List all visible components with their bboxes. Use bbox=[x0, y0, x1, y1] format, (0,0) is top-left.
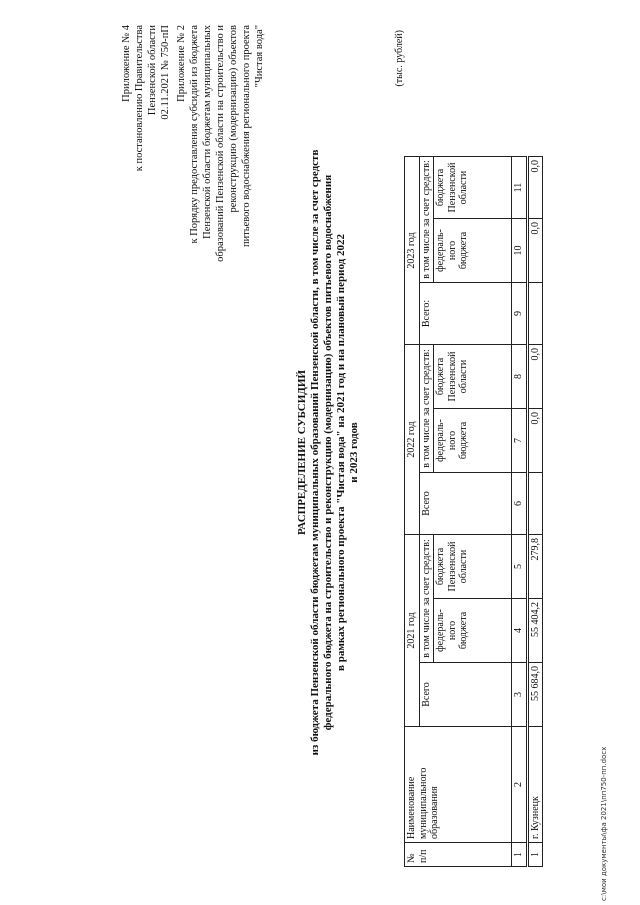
col-number: 10 bbox=[512, 219, 528, 283]
value-federal-2023: 0,0 bbox=[527, 219, 543, 283]
col-number: 9 bbox=[512, 283, 528, 345]
appendix-4-line: Приложение № 4 bbox=[121, 25, 132, 102]
header-year-2023: 2023 год bbox=[405, 157, 420, 345]
title-line: в рамках регионального проекта "Чистая вода" на 2021 год и на плановый период 2022 bbox=[335, 234, 347, 671]
header-num: № п/п bbox=[405, 843, 512, 867]
header-total-2021: Всего bbox=[419, 663, 512, 727]
subsidy-table bbox=[404, 156, 543, 867]
col-number: 11 bbox=[512, 157, 528, 219]
appendix-2-line: Пензенской области бюджетам муниципальных bbox=[202, 25, 213, 239]
header-federal-2023: федераль-ного бюджета bbox=[434, 219, 512, 283]
header-incl-2022: в том числе за счет средств: bbox=[419, 345, 434, 473]
value-regional-2022: 0,0 bbox=[527, 345, 543, 409]
header-regional-2023: бюджета Пензенской области bbox=[434, 157, 512, 219]
value-total-2023 bbox=[527, 283, 543, 345]
col-number: 3 bbox=[512, 663, 528, 727]
header-year-2022: 2022 год bbox=[405, 345, 420, 535]
value-total-2021: 55 684,0 bbox=[527, 663, 543, 727]
header-year-2021: 2021 год bbox=[405, 535, 420, 727]
appendix-2-line: "Чистая вода" bbox=[254, 25, 265, 88]
appendix-2-line: к Порядку предоставления субсидий из бюджета bbox=[189, 25, 200, 244]
unit-note: (тыс. рублей) bbox=[394, 30, 405, 87]
row-municipality: г. Кузнецк bbox=[527, 727, 543, 843]
value-federal-2022: 0,0 bbox=[527, 409, 543, 473]
appendix-2-header bbox=[175, 25, 266, 345]
header-regional-2022: бюджета Пензенской области bbox=[434, 345, 512, 409]
header-federal-2022: федераль-ного бюджета bbox=[434, 409, 512, 473]
header-total-2022: Всего bbox=[419, 473, 512, 535]
title-line: федерального бюджета на строительство и реконструкцию (модернизацию) объектов питьевого водоснабжения bbox=[322, 174, 334, 731]
appendix-4-date: 02.11.2021 № 750-пП bbox=[160, 25, 171, 120]
col-number: 2 bbox=[512, 727, 528, 843]
col-number: 4 bbox=[512, 599, 528, 663]
header-name: Наименование муниципального образования bbox=[405, 727, 512, 843]
col-number: 8 bbox=[512, 345, 528, 409]
appendix-4-line: к постановлению Правительства bbox=[134, 25, 145, 172]
appendix-4-line: Пензенской области bbox=[147, 25, 158, 116]
title-line: и 2023 годов bbox=[348, 422, 360, 483]
value-total-2022 bbox=[527, 473, 543, 535]
col-number: 7 bbox=[512, 409, 528, 473]
header-incl-2021: в том числе за счет средств: bbox=[419, 535, 434, 663]
row-num: 1 bbox=[527, 843, 543, 867]
title-line: из бюджета Пензенской области бюджетам муниципальных образований Пензенской области, в том числе за счет средств bbox=[309, 149, 321, 756]
column-number-row bbox=[512, 157, 528, 867]
header-federal-2021: федераль-ного бюджета bbox=[434, 599, 512, 663]
document-title bbox=[296, 40, 361, 865]
appendix-2-line: образований Пензенской области на строительство и bbox=[215, 25, 226, 262]
value-regional-2021: 279,8 bbox=[527, 535, 543, 599]
header-incl-2023: в том числе за счет средств: bbox=[419, 157, 434, 283]
col-number: 5 bbox=[512, 535, 528, 599]
col-number: 6 bbox=[512, 473, 528, 535]
table-row bbox=[527, 157, 543, 867]
title-heading: РАСПРЕДЕЛЕНИЕ СУБСИДИЙ bbox=[296, 370, 308, 536]
appendix-4-header bbox=[120, 25, 172, 285]
file-path-footer: c:\мои документы\фа 2021\пп750-пп.docx bbox=[600, 746, 608, 901]
appendix-2-line: питьевого водоснабжения регионального проекта bbox=[241, 25, 252, 248]
appendix-2-line: Приложение № 2 bbox=[176, 25, 187, 102]
header-total-2023: Всего: bbox=[419, 283, 512, 345]
header-regional-2021: бюджета Пензенской области bbox=[434, 535, 512, 599]
value-regional-2023: 0,0 bbox=[527, 157, 543, 219]
value-federal-2021: 55 404,2 bbox=[527, 599, 543, 663]
appendix-2-line: реконструкцию (модернизацию) объектов bbox=[228, 25, 239, 213]
col-number: 1 bbox=[512, 843, 528, 867]
